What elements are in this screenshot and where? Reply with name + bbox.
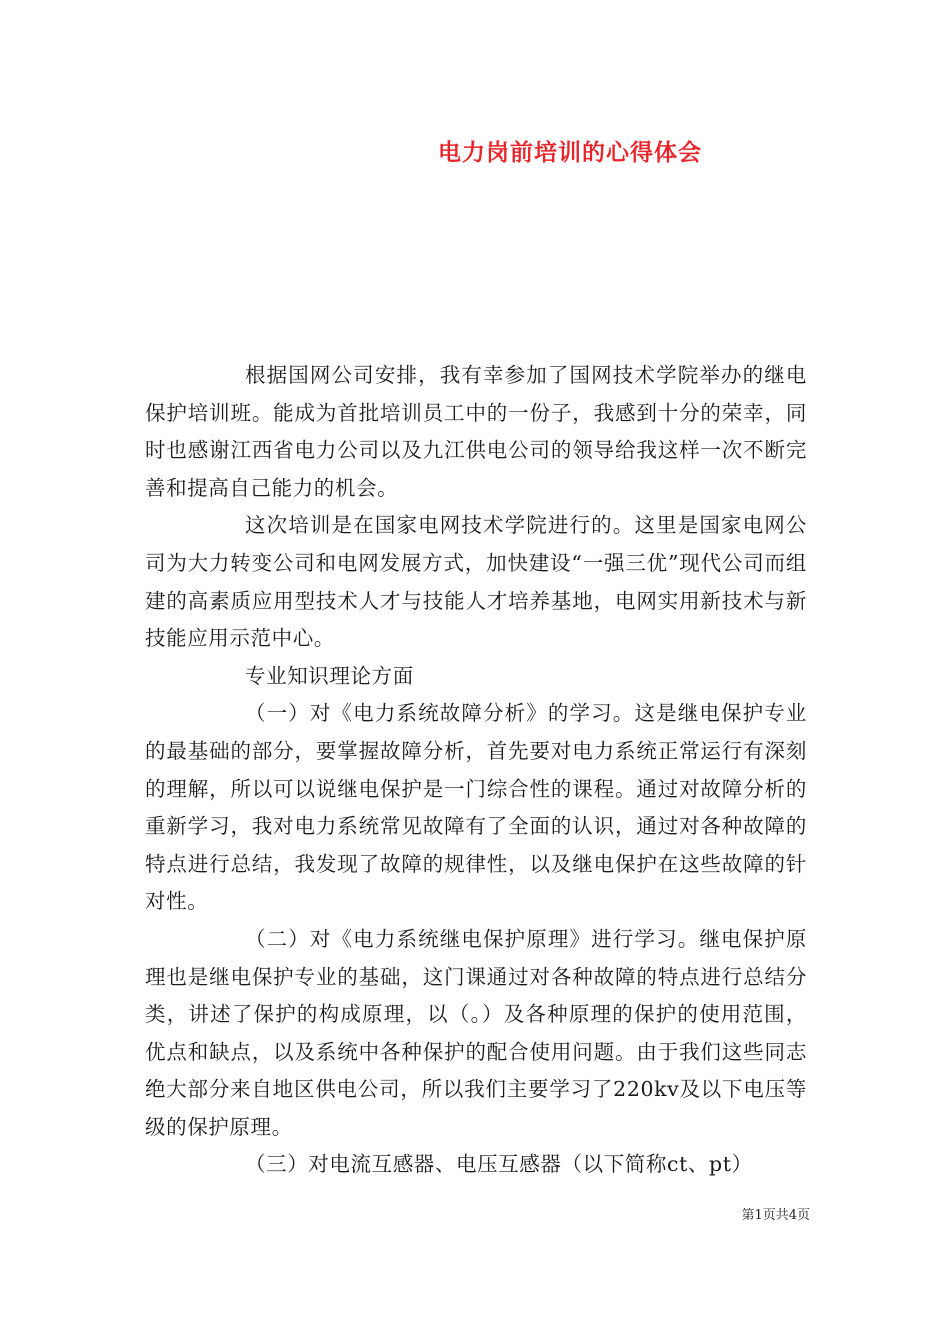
paragraph-transformers: （三）对电流互感器、电压互感器（以下简称ct、pt） bbox=[245, 1152, 753, 1177]
paragraph-training-location: 这次培训是在国家电网技术学院进行的。这里是国家电网公司为大力转变公司和电网发展方式，加快建设“一强三优”现代公司而组建的高素质应用型技术人才与技能人才培养基地，电网实用新技术与新技能应用示范中心。 bbox=[145, 513, 807, 651]
paragraph-intro: 根据国网公司安排，我有幸参加了国网技术学院举办的继电保护培训班。能成为首批培训员工中的一份子，我感到十分的荣幸，同时也感谢江西省电力公司以及九江供电公司的领导给我这样一次不断完善和提高自己能力的机会。 bbox=[145, 363, 807, 500]
section-heading-theory: 专业知识理论方面 bbox=[245, 663, 414, 688]
page-footer bbox=[690, 1204, 810, 1223]
document-body bbox=[145, 357, 807, 1184]
paragraph-relay-principle: （二）对《电力系统继电保护原理》进行学习。继电保护原理也是继电保护专业的基础，这门课通过对各种故障的特点进行总结分类，讲述了保护的构成原理，以（。）及各种原理的保护的使用范围，优点和缺点，以及系统中各种保护的配合使用问题。由于我们这些同志绝大部分来自地区供电公司，所以我们主要学习了220kv及以下电压等级的保护原理。 bbox=[145, 926, 807, 1139]
paragraph-fault-analysis: （一）对《电力系统故障分析》的学习。这是继电保护专业的最基础的部分，要掌握故障分析，首先要对电力系统正常运行有深刻的理解，所以可以说继电保护是一门综合性的课程。通过对故障分析的重新学习，我对电力系统常见故障有了全面的认识，通过对各种故障的特点进行总结，我发现了故障的规律性，以及继电保护在这些故障的针对性。 bbox=[145, 701, 807, 914]
document-title: 电力岗前培训的心得体会 bbox=[438, 139, 702, 166]
page-number-label: 第1页共4页 bbox=[741, 1208, 810, 1223]
